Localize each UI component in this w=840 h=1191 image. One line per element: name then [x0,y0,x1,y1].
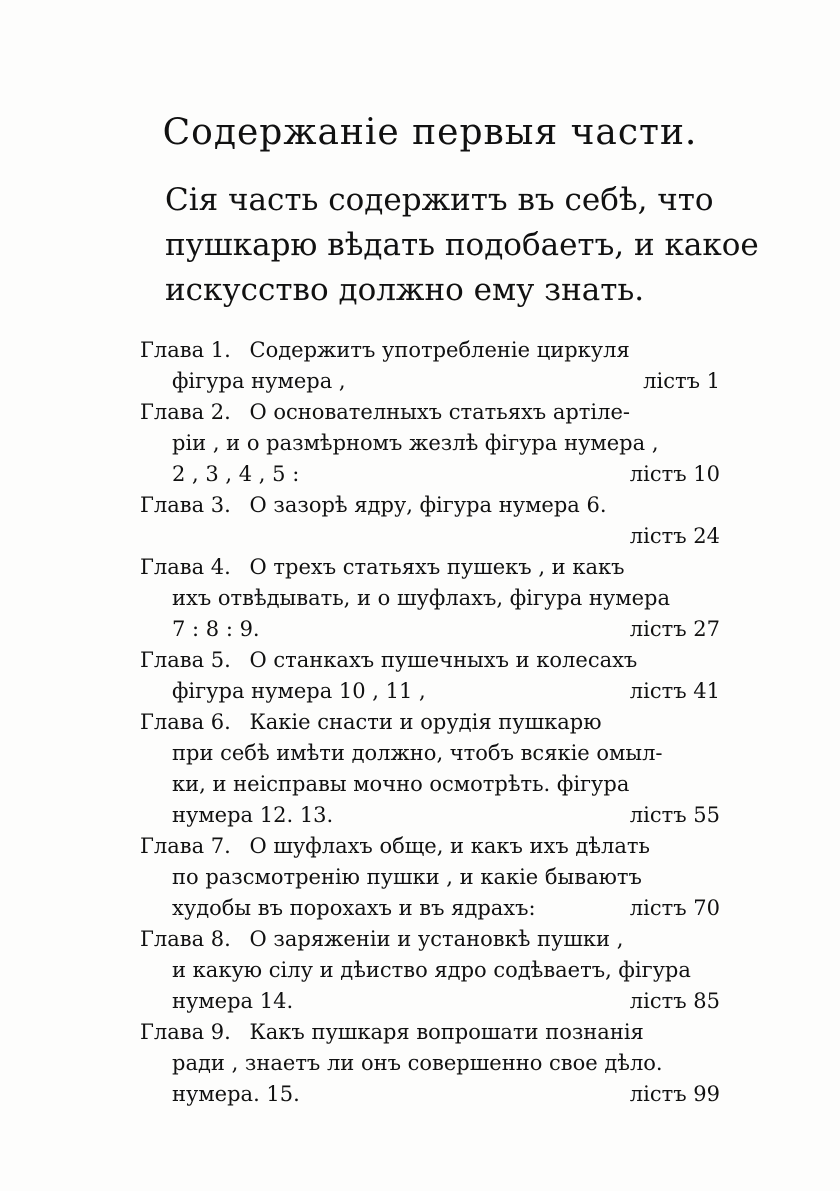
chapter-heading: Глава 9. [140,1020,231,1044]
toc-entry-chapter-4 [140,552,720,645]
chapter-heading: Глава 5. [140,648,231,672]
chapter-text-line: рiи , и о размѣрномъ жезлѣ фігура нумера , [172,431,659,455]
chapter-heading: Глава 3. [140,493,231,517]
chapter-text-line: и какую сілу и дѣиство ядро содѣваетъ, фігура [172,958,691,982]
chapter-text-line: Какъ пушкаря вопрошати познанія [249,1020,644,1044]
chapter-heading: Глава 1. [140,338,231,362]
chapter-text-line: нумера 12. 13. [172,803,334,827]
chapter-heading: Глава 7. [140,834,231,858]
chapter-heading: Глава 8. [140,927,231,951]
intro-paragraph [165,178,759,313]
page-reference: лістъ 70 [629,896,720,920]
page-title: Содержаніе первыя части. [162,112,698,153]
toc-entry-chapter-2 [140,397,720,490]
chapter-text-line: ихъ отвѣдывать, и о шуфлахъ, фігура нумера [172,586,670,610]
page-reference: лістъ 55 [629,803,720,827]
toc-entry-chapter-3 [140,490,720,552]
chapter-text-line: ради , знаетъ ли онъ совершенно свое дѣло. [172,1051,663,1075]
intro-line: Сія часть содержитъ въ себѣ, что [165,182,714,218]
intro-line: пушкарю вѣдать подобаетъ, и какое [165,227,759,263]
page-reference: лістъ 41 [629,679,720,703]
toc-entry-chapter-8 [140,924,720,1017]
toc-entry-chapter-9 [140,1017,720,1110]
chapter-text-line: фігура нумера 10 , 11 , [172,679,426,703]
chapter-text-line: О шуфлахъ обще, и какъ ихъ дѣлать [249,834,650,858]
page-reference: лістъ 27 [629,617,720,641]
chapter-text-line: О станкахъ пушечныхъ и колесахъ [249,648,638,672]
chapter-text-line: по разсмотренію пушки , и какіе бываютъ [172,865,642,889]
chapter-text-line: нумера 14. [172,989,294,1013]
chapter-text-line: ки, и неісправы мочно осмотрѣть. фігура [172,772,630,796]
chapter-text-line: Содержитъ употребленіе циркуля [249,338,630,362]
chapter-text-line: 2 , 3 , 4 , 5 : [172,462,300,486]
toc-entry-chapter-7 [140,831,720,924]
chapter-text-line: О основателныхъ статьяхъ артілe- [249,400,631,424]
page-reference: лістъ 24 [629,524,720,548]
chapter-text-line: фігура нумера , [172,369,346,393]
toc-entry-chapter-1 [140,335,720,397]
page-reference: лістъ 1 [643,369,720,393]
toc-entry-chapter-5 [140,645,720,707]
chapter-text-line: О зазорѣ ядру, фігура нумера 6. [249,493,607,517]
chapter-text-line: при себѣ имѣти должно, чтобъ всякіе омыл- [172,741,663,765]
chapter-heading: Глава 4. [140,555,231,579]
chapter-text-line: О трехъ статьяхъ пушекъ , и какъ [249,555,625,579]
table-of-contents [140,335,720,1110]
toc-entry-chapter-6 [140,707,720,831]
page-reference: лістъ 99 [629,1082,720,1106]
chapter-text-line: Какіе снасти и орудія пушкарю [249,710,602,734]
chapter-text-line: худобы въ порохахъ и въ ядрахъ: [172,896,536,920]
chapter-heading: Глава 2. [140,400,231,424]
chapter-heading: Глава 6. [140,710,231,734]
chapter-text-line: 7 : 8 : 9. [172,617,260,641]
chapter-text-line: О заряженіи и установкѣ пушки , [249,927,624,951]
intro-line: искусство должно ему знать. [165,272,645,308]
page-reference: лістъ 85 [629,989,720,1013]
page-reference: лістъ 10 [629,462,720,486]
chapter-text-line: нумера. 15. [172,1082,300,1106]
